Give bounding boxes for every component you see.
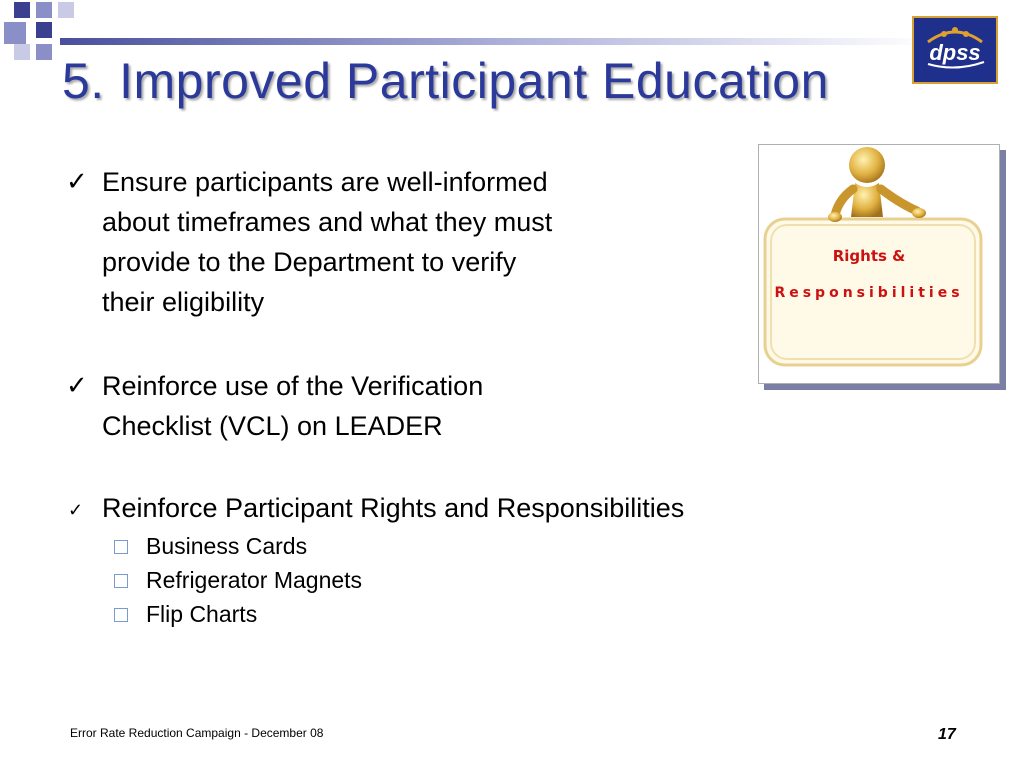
sub-item: Business Cards	[146, 533, 308, 559]
checkbox-icon	[114, 574, 128, 588]
decor-square	[4, 22, 26, 44]
checkbox-icon	[114, 608, 128, 622]
bullet-line: Reinforce Participant Rights and Responsibilities	[102, 493, 685, 523]
bullet-line: Checklist (VCL) on LEADER	[102, 411, 443, 441]
dpss-logo	[912, 16, 998, 84]
logo-text: dpss	[929, 40, 981, 65]
decor-square	[36, 2, 52, 18]
bullet-line: Ensure participants are well-informed	[102, 167, 548, 197]
bullet-line: about timeframes and what they must	[102, 207, 553, 237]
checkbox-icon	[114, 540, 128, 554]
check-icon: ✓	[66, 370, 88, 400]
decor-square	[14, 2, 30, 18]
page-number: 17	[938, 726, 956, 743]
bullet-2	[102, 366, 483, 446]
decor-square	[58, 2, 74, 18]
slide-title: 5. Improved Participant Education	[62, 53, 829, 109]
bullet-3	[102, 488, 684, 528]
sub-item: Refrigerator Magnets	[146, 567, 363, 593]
check-icon: ✓	[66, 166, 88, 196]
sub-item: Flip Charts	[146, 601, 258, 627]
bullet-line: Reinforce use of the Verification	[102, 371, 484, 401]
bullet-line: their eligibility	[102, 287, 265, 317]
image-text-line2: Responsibilities	[774, 285, 964, 301]
bullet-1	[102, 162, 552, 322]
footer-text: Error Rate Reduction Campaign - December 08	[70, 726, 324, 740]
title-underline-bar	[60, 38, 930, 45]
bullet-line: provide to the Department to verify	[102, 247, 517, 277]
rights-responsibilities-image	[758, 144, 1000, 384]
decor-square	[36, 44, 52, 60]
image-text-line1: Rights &	[832, 247, 906, 265]
decor-square	[14, 44, 30, 60]
decor-square	[36, 22, 52, 38]
check-icon: ✓	[68, 500, 84, 520]
